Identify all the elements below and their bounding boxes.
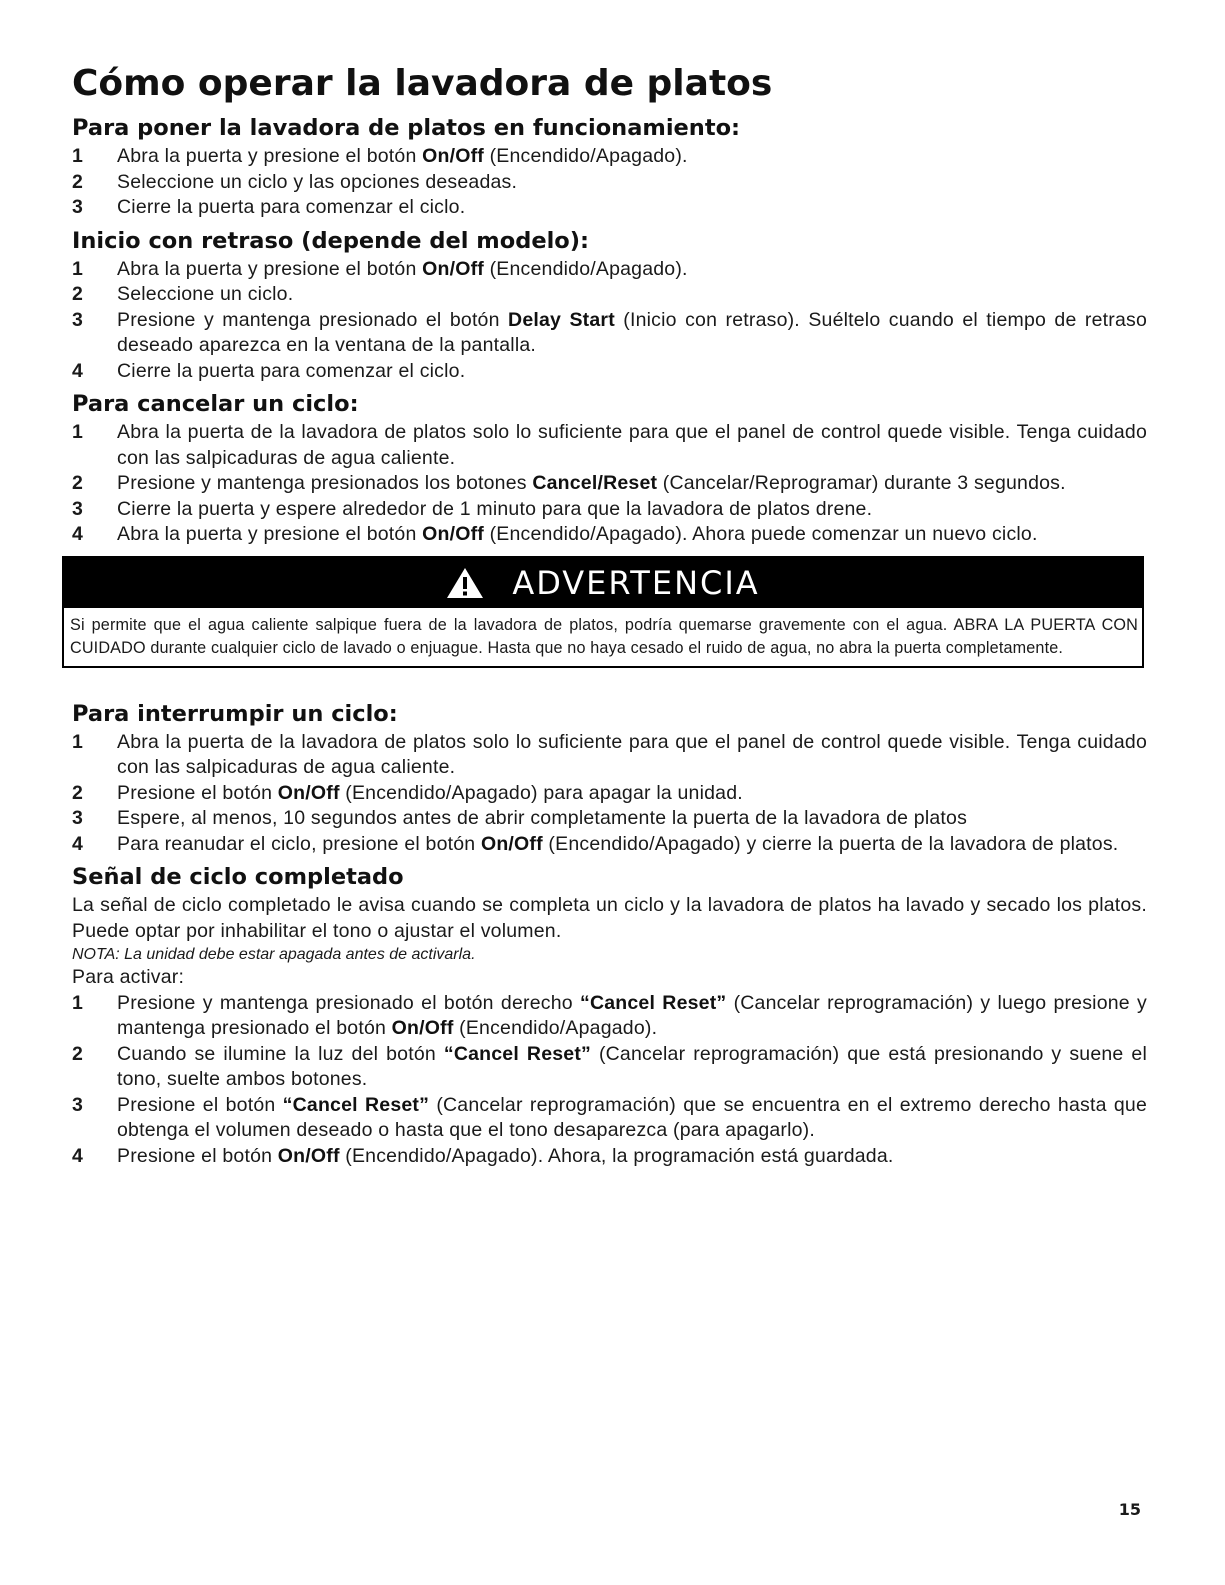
warning-header [64, 558, 1142, 608]
list-item: 2 Cuando se ilumine la luz del botón “Cancel Reset” (Cancelar reprogramación) que está presionando y suene el tono, suelte ambos botones. [72, 1042, 1147, 1090]
list-item: 2 Seleccione un ciclo. [72, 283, 294, 305]
list-signal [72, 991, 1147, 1170]
warning-body: Si permite que el agua caliente salpique fuera de la lavadora de platos, podría quemarse gravemente con el agua. ABRA LA PUERTA CON CUIDADO durante cualquier ciclo de lavado o enjuague. Hasta que no haya cesado el ruido de agua, no abra la puerta completamente. [70, 615, 1138, 657]
list-item: 4 Para reanudar el ciclo, presione el botón On/Off (Encendido/Apagado) y cierre la puerta de la lavadora de platos. [72, 832, 1119, 855]
list-cancel [72, 420, 1147, 548]
list-item: 2 Presione el botón On/Off (Encendido/Apagado) para apagar la unidad. [72, 781, 743, 804]
list-item: 4 Abra la puerta y presione el botón On/Off (Encendido/Apagado). Ahora puede comenzar un nuevo ciclo. [72, 523, 1038, 545]
list-item: 4 Presione el botón On/Off (Encendido/Apagado). Ahora, la programación está guardada. [72, 1144, 894, 1167]
list-item: 3 Espere, al menos, 10 segundos antes de abrir completamente la puerta de la lavadora de platos [72, 807, 968, 829]
list-item: 2 Seleccione un ciclo y las opciones deseadas. [72, 170, 518, 193]
page-number: 15 [1118, 1500, 1141, 1519]
list-item: 1 Abra la puerta y presione el botón On/Off (Encendido/Apagado). [72, 257, 688, 280]
signal-intro: La señal de ciclo completado le avisa cuando se completa un ciclo y la lavadora de platos ha lavado y secado los platos. Puede optar por inhabilitar el tono o ajustar el volumen. [72, 894, 1147, 942]
page-content [72, 58, 1147, 1169]
list-interrupt [72, 730, 1147, 858]
list-item: 3 Cierre la puerta para comenzar el ciclo. [72, 196, 466, 218]
list-item: 1 Abra la puerta de la lavadora de platos solo lo suficiente para que el panel de control quede visible. Tenga cuidado con las salpicaduras de agua caliente. [72, 730, 1147, 778]
heading-delay: Inicio con retraso (depende del modelo): [72, 227, 590, 254]
list-item: 1 Abra la puerta y presione el botón On/Off (Encendido/Apagado). [72, 145, 688, 167]
page-title: Cómo operar la lavadora de platos [72, 63, 773, 104]
list-delay [72, 257, 1147, 385]
list-item: 3 Presione el botón “Cancel Reset” (Cancelar reprogramación) que se encuentra en el extremo derecho hasta que obtenga el volumen deseado o hasta que el tono desaparezca (para apagarlo). [72, 1093, 1148, 1141]
warning-triangle-icon [446, 566, 484, 600]
list-item: 2 Presione y mantenga presionados los botones Cancel/Reset (Cancelar/Reprogramar) durante 3 segundos. [72, 472, 1066, 494]
heading-interrupt: Para interrumpir un ciclo: [72, 700, 398, 727]
list-item: 3 Presione y mantenga presionado el botón Delay Start (Inicio con retraso). Suéltelo cuando el tiempo de retraso deseado aparezca en la ventana de la pantalla. [72, 308, 1147, 356]
list-item: 4 Cierre la puerta para comenzar el ciclo. [72, 359, 466, 382]
signal-activate-label: Para activar: [72, 966, 185, 988]
warning-box [62, 556, 1144, 668]
list-item: 1 Presione y mantenga presionado el botón derecho “Cancel Reset” (Cancelar reprogramación) y luego presione y mantenga presionado el botón On/Off (Encendido/Apagado). [72, 991, 1147, 1039]
list-item: 1 Abra la puerta de la lavadora de platos solo lo suficiente para que el panel de control quede visible. Tenga cuidado con las salpicaduras de agua caliente. [72, 421, 1147, 469]
list-item: 3 Cierre la puerta y espere alrededor de 1 minuto para que la lavadora de platos drene. [72, 497, 873, 520]
heading-start: Para poner la lavadora de platos en funcionamiento: [72, 115, 741, 141]
list-start [72, 144, 1147, 221]
signal-note: NOTA: La unidad debe estar apagada antes de activarla. [72, 946, 476, 963]
warning-title: ADVERTENCIA [512, 563, 760, 602]
heading-signal: Señal de ciclo completado [72, 864, 404, 890]
heading-cancel: Para cancelar un ciclo: [72, 391, 359, 417]
